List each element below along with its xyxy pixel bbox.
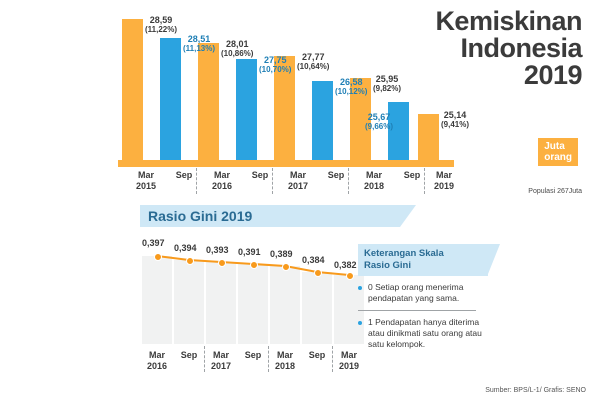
label-sep-2017 (335, 77, 367, 97)
xtick-month: Mar (213, 170, 230, 180)
label-percent: (10,86%) (221, 49, 254, 59)
label-mar-2017 (297, 52, 329, 72)
gini-section-header (140, 205, 470, 231)
xtick-month: Sep (403, 170, 421, 180)
xtick-mar-2016 (204, 170, 240, 191)
chart-baseline (118, 160, 454, 167)
label-mar-2019 (441, 110, 469, 130)
xtick-sep-2016 (242, 170, 278, 180)
label-value: 27,75 (263, 55, 287, 65)
xtick-month: Sep (251, 170, 269, 180)
xtick-month: Mar (212, 350, 229, 360)
gini-axis-separator-3 (332, 346, 333, 372)
gini-point-mar-2018 (282, 263, 290, 271)
label-percent: (10,64%) (297, 62, 330, 72)
legend-item-1: 1 Pendapatan hanya diterima atau dinikmati satu orang atau satu kelompok. (358, 317, 488, 350)
gini-label-mar-2016: 0,397 (142, 238, 165, 248)
page-title (435, 8, 582, 89)
gini-point-sep-2016 (186, 257, 194, 265)
gini-point-mar-2017 (218, 259, 226, 267)
gini-point-mar-2019 (346, 272, 354, 280)
legend-list (358, 282, 488, 350)
gini-label-sep-2017: 0,391 (238, 247, 261, 257)
label-value: 25,95 (375, 74, 399, 84)
gini-xtick-mar-2017 (206, 350, 236, 371)
label-value: 26,58 (339, 77, 363, 87)
gini-header-label: Rasio Gini 2019 (148, 208, 253, 224)
xtick-year: 2016 (211, 181, 233, 191)
poverty-chart-section (0, 0, 600, 196)
gini-xtick-sep-2018 (302, 350, 332, 360)
xtick-month: Mar (289, 170, 306, 180)
xtick-year: 2015 (135, 181, 157, 191)
label-mar-2015 (145, 15, 177, 35)
legend-title-line2: Rasio Gini (364, 259, 411, 271)
bar-mar-2015 (122, 19, 143, 160)
xtick-mar-2015 (128, 170, 164, 191)
xtick-month: Sep (175, 170, 193, 180)
gini-point-sep-2018 (314, 269, 322, 277)
label-value: 28,01 (225, 39, 249, 49)
label-value: 25,67 (367, 112, 391, 122)
unit-badge-line1: Juta (544, 141, 565, 152)
xtick-year: 2018 (363, 181, 385, 191)
xtick-month: Sep (244, 350, 262, 360)
xtick-sep-2017 (318, 170, 354, 180)
bar-sep-2015 (160, 38, 181, 160)
bar-sep-2016 (236, 59, 257, 160)
gini-xtick-mar-2016 (142, 350, 172, 371)
label-value: 28,59 (149, 15, 173, 25)
xtick-year: 2016 (146, 361, 168, 371)
legend-divider (358, 310, 476, 311)
label-percent: (11,22%) (145, 25, 178, 35)
legend-arrow-icon (488, 244, 500, 274)
gini-xtick-sep-2016 (174, 350, 204, 360)
bar-sep-2017 (312, 81, 333, 160)
value-dot-sep-2015 (176, 43, 180, 47)
gini-label-sep-2018: 0,384 (302, 255, 325, 265)
gini-label-mar-2018: 0,389 (270, 249, 293, 259)
gini-label-mar-2019: 0,382 (334, 260, 357, 270)
legend-item-0: 0 Setiap orang menerima pendapatan yang sama. (358, 282, 488, 304)
gini-header-arrow-icon (400, 205, 416, 227)
label-percent: (9,82%) (373, 84, 402, 94)
unit-badge (538, 138, 578, 166)
value-dot-mar-2015 (138, 24, 142, 28)
xtick-year: 2018 (274, 361, 296, 371)
gini-label-sep-2016: 0,394 (174, 243, 197, 253)
label-percent: (11,13%) (183, 44, 216, 54)
title-line-3: 2019 (523, 60, 582, 90)
xtick-sep-2018 (394, 170, 430, 180)
label-sep-2016 (259, 55, 291, 75)
xtick-month: Mar (365, 170, 382, 180)
bar-mar-2016 (198, 43, 219, 160)
xtick-month: Mar (137, 170, 154, 180)
xtick-month: Mar (340, 350, 357, 360)
title-line-1: Kemiskinan (435, 6, 582, 36)
gini-axis-separator-2 (268, 346, 269, 372)
xtick-mar-2018 (356, 170, 392, 191)
label-value: 25,14 (443, 110, 467, 120)
legend-title (358, 244, 488, 276)
xtick-year: 2019 (338, 361, 360, 371)
label-mar-2018 (373, 74, 401, 94)
unit-badge-line2: orang (544, 152, 572, 163)
xtick-month: Sep (327, 170, 345, 180)
label-percent: (9,66%) (365, 122, 394, 132)
xtick-mar-2017 (280, 170, 316, 191)
xtick-year: 2017 (210, 361, 232, 371)
value-dot-sep-2016 (252, 64, 256, 68)
label-percent: (9,41%) (441, 120, 470, 130)
label-sep-2018 (365, 112, 393, 132)
xtick-month: Sep (308, 350, 326, 360)
gini-xtick-sep-2017 (238, 350, 268, 360)
label-value: 28,51 (187, 34, 211, 44)
gini-axis-separator-1 (204, 346, 205, 372)
label-percent: (10,12%) (335, 87, 368, 97)
label-mar-2016 (221, 39, 253, 59)
gini-columns (140, 236, 360, 344)
xtick-year: 2017 (287, 181, 309, 191)
legend-title-line1: Keterangan Skala (364, 248, 444, 259)
source-note: Sumber: BPS/L-1/ Grafis: SENO (485, 387, 586, 394)
legend-panel (358, 244, 488, 356)
xtick-sep-2015 (166, 170, 202, 180)
population-note: Populasi 267Juta (528, 188, 582, 195)
xtick-month: Mar (148, 350, 165, 360)
xtick-month: Mar (276, 350, 293, 360)
label-percent: (10,70%) (259, 65, 292, 75)
gini-point-sep-2017 (250, 261, 258, 269)
xtick-year: 2019 (433, 181, 455, 191)
value-dot-sep-2018 (404, 107, 408, 111)
gini-point-mar-2016 (154, 253, 162, 261)
label-sep-2015 (183, 34, 215, 54)
value-dot-mar-2019 (434, 119, 438, 123)
value-dot-sep-2017 (328, 86, 332, 90)
gini-label-mar-2017: 0,393 (206, 245, 229, 255)
xtick-month: Mar (435, 170, 452, 180)
gini-chart-section (0, 236, 600, 400)
label-value: 27,77 (301, 52, 325, 62)
gini-xtick-mar-2018 (270, 350, 300, 371)
xtick-month: Sep (180, 350, 198, 360)
title-line-2: Indonesia (460, 33, 582, 63)
xtick-mar-2019 (426, 170, 462, 191)
